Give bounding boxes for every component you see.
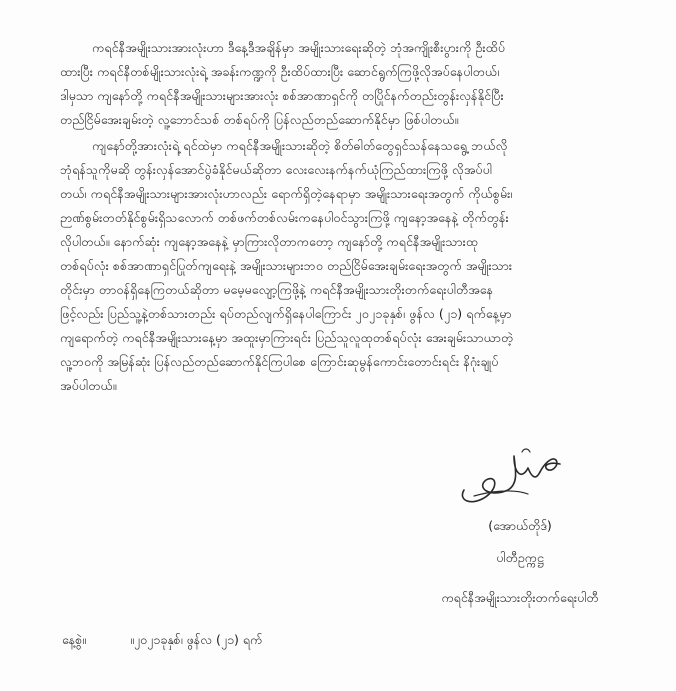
date-label: နေ့စွဲ။ <box>62 632 87 647</box>
paragraph-line: တည်ငြိမ်အေးချမ်းတဲ့ လူ့ဘောင်သစ် တစ်ရပ်ကို ပြန်လည်တည်ဆောက်နိုင်မှာ ဖြစ်ပါတယ်။ <box>60 112 459 127</box>
date-value: ။၂၀၂၁ခုနှစ်၊ ဖွန်လ (၂၁) ရက် <box>130 632 263 647</box>
paragraph-line: ကျနော်တို့အားလုံးရဲ့ ရင်ထဲမှာ ကရင်နီအမျိုးသားဆိုတဲ့ စိတ်ဓါတ်တွေရှင်သန်နေသရွေ့ ဘယ်လို <box>92 138 508 153</box>
paragraph-line: တစ်ရပ်လုံး စစ်အာဏာရှင်ပြုတ်ကျရေးနဲ့ အမျိုးသားများဘဝ တည်ငြိမ်အေးချမ်းရေးအတွက် အမျိုးသား <box>60 258 513 273</box>
paragraph-line: တိုင်းမှာ တာဝန်ရှိနေကြတယ်ဆိုတာ မမေ့မလျော့ကြဖို့နဲ့ ကရင်နီအမျိုးသားတိုးတက်ရေးပါတီအနေ <box>60 282 494 297</box>
paragraph-line: ကျရောက်တဲ့ ကရင်နီအမျိုးသားနေ့မှာ အထူးမှာကြားရင်း ပြည်သူလူထုတစ်ရပ်လုံး အေးချမ်းသာယာတဲ့ <box>60 330 514 345</box>
paragraph-line: လူ့ဘဝကို အမြန်ဆုံး ပြန်လည်တည်ဆောက်နိုင်ကြပါစေ ကြောင်းဆုမွန်ကောင်းတောင်းရင်း နိဂုံးချုပ် <box>60 354 499 369</box>
paragraph-line: လိုပါတယ်။ နောက်ဆုံး ကျနော့အနေနဲ့ မှာကြားလိုတာကတော့ ကျနော်တို့ ကရင်နီအမျိုးသားထု <box>60 234 479 249</box>
signed-label: (အောယ်တိုဒ်) <box>488 518 552 533</box>
paragraph-line: ကရင်နီအမျိုးသားအားလုံးဟာ ဒီနေ့ဒီအချိန်မှာ အမျိုးသားရေးဆိုတဲ့ ဘုံအကျိုးစီးပွားကို ဦးထိပ် <box>92 40 506 55</box>
paragraph-line: ထားပြီး ကရင်နီတစ်မျိုးသားလုံးရဲ့ အခန်းကဏ္ဍကို ဦးထိပ်ထားပြီး ဆောင်ရွက်ကြဖို့လိုအပ်နေပါတယ်၊ <box>60 64 500 79</box>
date-row <box>62 628 262 652</box>
organization-name: ကရင်နီအမျိုးသားတိုးတက်ရေးပါတီ <box>441 590 599 605</box>
paragraph-line: အပ်ပါတယ်။ <box>60 378 117 393</box>
paragraph-line: တယ်၊ ကရင်နီအမျိုးသားများအားလုံးဟာလည်း ရောက်ရှိတဲ့နေရာမှာ အမျိုးသားရေးအတွက် ကိုယ်စွမ်း၊ <box>60 186 513 201</box>
handwritten-signature <box>456 438 580 510</box>
paragraph-1 <box>60 36 630 132</box>
paragraph-line: ဖြင့်လည်း ပြည်သူ့နဲ့တစ်သားတည်း ရပ်တည်လျက်ရှိနေပါကြောင်း ၂၀၂၁ခုနှစ်၊ ဖွန်လ (၂၁) ရက်နေ့မှာ <box>60 306 512 321</box>
signer-title: ပါတီဥက္ကဋ္ဌ <box>496 550 544 565</box>
paragraph-line: ဉာဏ်စွမ်းတတ်နိုင်စွမ်းရှိသလောက် တစ်ဖက်တစ်လမ်းကနေပါဝင်သွားကြဖို့ ကျနော့အနေနဲ့ တိုက်တွန်း <box>60 210 509 225</box>
paragraph-2 <box>60 134 630 398</box>
paragraph-line: ဒါမှသာ ကျနော်တို့ ကရင်နီအမျိုးသားများအားလုံး စစ်အာဏာရှင်ကို တပြိုင်နက်တည်းတွန်းလှန်နိုင်ပြီး <box>60 88 504 103</box>
paragraph-line: ဘုံရန်သူကိုမဆို တွန်းလှန်အောင်ပွဲခံနိုင်မယ်ဆိုတာ လေးလေးနက်နက်ယုံကြည်ထားကြဖို့ လိုအပ်ပါ <box>60 162 493 177</box>
